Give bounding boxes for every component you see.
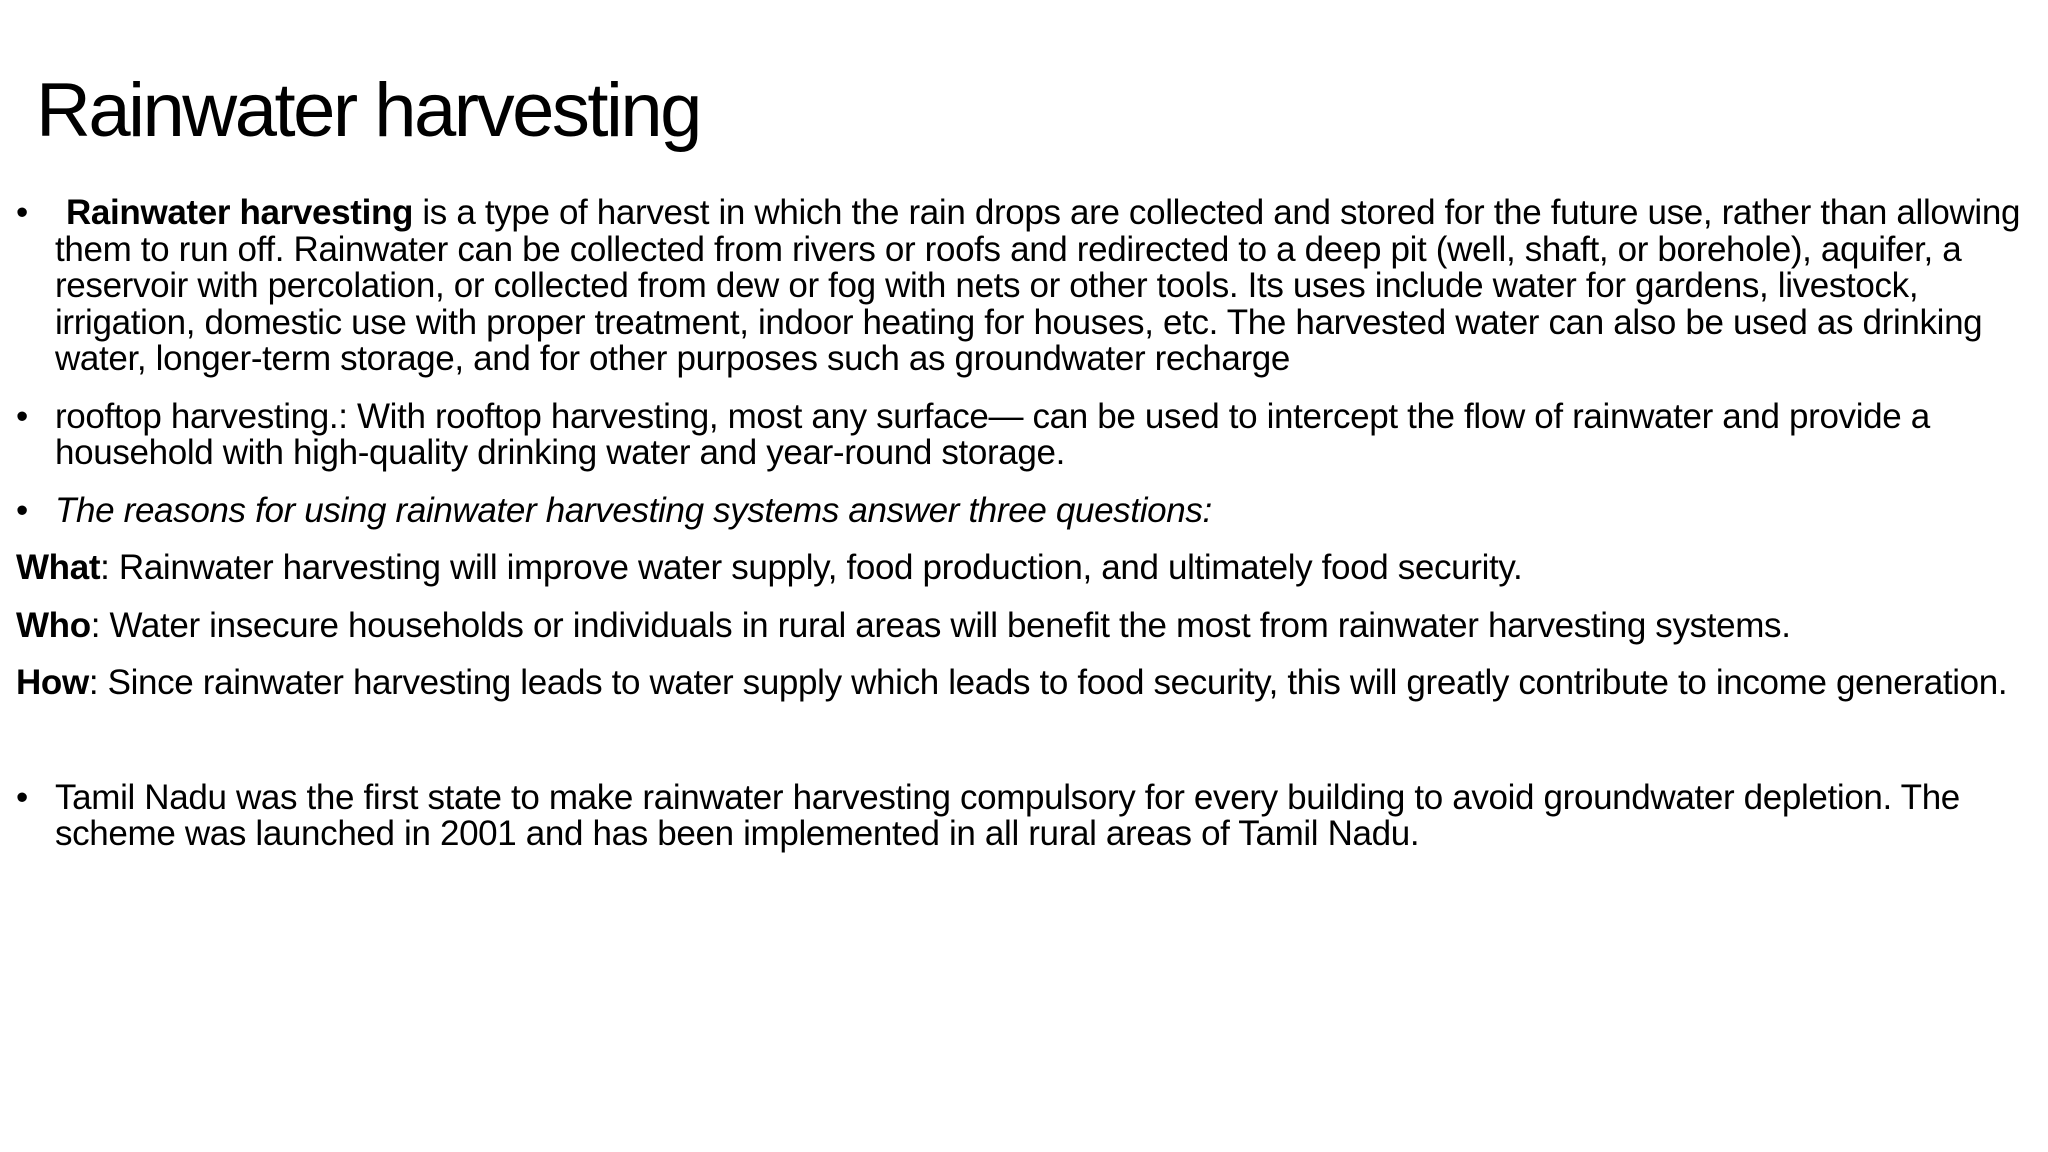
bullet-reasons bbox=[16, 490, 2021, 530]
definition-text: is a type of harvest in which the rain drops are collected and stored for the future use, rather than allowing them to run off. Rainwater can be collected from rivers or roofs and redirected to a deep pit (well, shaft, or borehole), aquifer, a reservoir with percolation, or collected from dew or fog with nets or other tools. Its uses include water for gardens, livestock, irrigation, domestic use with proper treatment, indoor heating for houses, etc. The harvested water can also be used as drinking water, longer-term storage, and for other purposes such as groundwater recharge bbox=[55, 193, 2021, 378]
bullet-text bbox=[55, 195, 2021, 378]
bullet-text: Tamil Nadu was the first state to make rainwater harvesting compulsory for every building to avoid groundwater depletion. The scheme was launched in 2001 and has been implemented in all rural areas of Tamil Nadu. bbox=[55, 777, 1960, 853]
who-text: : Water insecure households or individuals in rural areas will benefit the most from rainwater harvesting systems. bbox=[90, 605, 1791, 645]
bullet-definition bbox=[16, 195, 2021, 378]
what-label: What bbox=[16, 548, 101, 587]
bullet-dot: • bbox=[16, 490, 28, 530]
bullet-tamil-nadu bbox=[16, 777, 2021, 853]
how-text: : Since rainwater harvesting leads to water supply which leads to food security, this will greatly contribute to income generation. bbox=[88, 663, 2008, 702]
bullet-rooftop bbox=[16, 396, 2021, 472]
bullet-text: The reasons for using rainwater harvesting systems answer three questions: bbox=[55, 490, 1212, 530]
what-text: : Rainwater harvesting will improve water supply, food production, and ultimately food security. bbox=[100, 548, 1523, 587]
who-paragraph bbox=[16, 605, 2021, 645]
how-label: How bbox=[16, 663, 89, 702]
bullet-dot: • bbox=[16, 777, 28, 817]
bullet-dot: • bbox=[16, 193, 28, 232]
slide-title: Rainwater harvesting bbox=[36, 68, 700, 153]
how-paragraph bbox=[16, 665, 2021, 702]
who-label: Who bbox=[16, 605, 91, 645]
slide-body bbox=[16, 195, 2021, 853]
bullet-dot: • bbox=[16, 396, 28, 436]
bold-term: Rainwater harvesting bbox=[66, 193, 413, 232]
bullet-text: rooftop harvesting.: With rooftop harvesting, most any surface— can be used to intercept the flow of rainwater and provide a household with high-quality drinking water and year-round storage. bbox=[55, 396, 1930, 472]
what-paragraph bbox=[16, 550, 2021, 587]
